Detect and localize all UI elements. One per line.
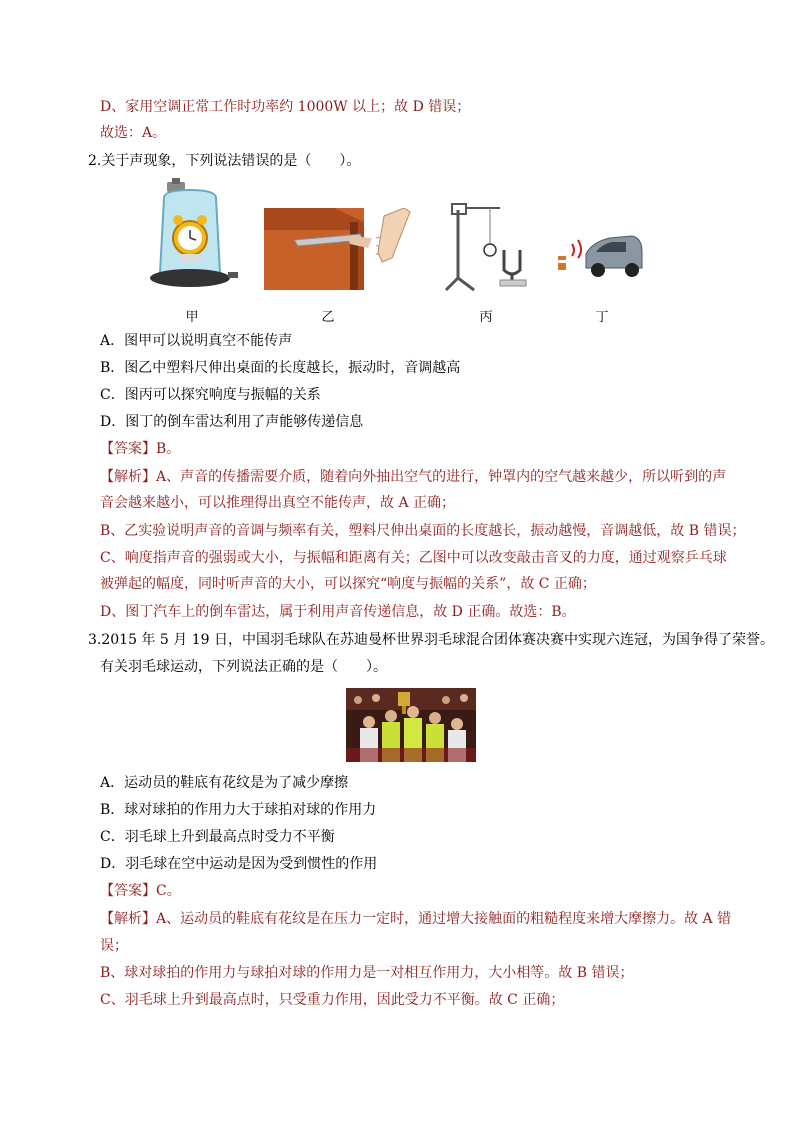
q3-analysis-line-3: B、球对球拍的作用力与球拍对球的作用力是一对相互作用力，大小相等。故 B 错误； — [100, 965, 634, 981]
q3-answer: 【答案】C。 — [100, 883, 181, 899]
q3-stem-line-1: 3.2015 年 5 月 19 日，中国羽毛球队在苏迪曼杯世界羽毛球混合团体赛决赛中实现六连冠，为国争得了荣誉。 — [88, 632, 774, 648]
q3-option-c: C．羽毛球上升到最高点时受力不平衡 — [100, 829, 335, 845]
car-radar-figure — [552, 228, 644, 280]
q3-option-b: B．球对球拍的作用力大于球拍对球的作用力 — [100, 802, 377, 818]
figure-caption-yi: 乙 — [321, 310, 335, 325]
q2-option-a: A．图甲可以说明真空不能传声 — [100, 333, 293, 349]
q3-analysis-line-2: 误； — [100, 938, 128, 954]
badminton-team-photo — [346, 688, 476, 762]
q2-answer: 【答案】B。 — [100, 441, 181, 457]
q2-analysis-line-6: D、图丁汽车上的倒车雷达，属于利用声音传递信息，故 D 正确。故选：B。 — [100, 604, 576, 620]
q2-analysis-line-1: 【解析】A、声音的传播需要介质，随着向外抽出空气的进行，钟罩内的空气越来越少，所以听到的声 — [100, 469, 727, 485]
q2-option-d: D．图丁的倒车雷达利用了声能够传递信息 — [100, 414, 364, 430]
q2-analysis-line-2: 音会越来越小，可以推理得出真空不能传声，故 A 正确； — [100, 495, 456, 511]
q3-analysis-line-4: C、羽毛球上升到最高点时，只受重力作用，因此受力不平衡。故 C 正确； — [100, 992, 565, 1008]
q3-analysis-line-1: 【解析】A、运动员的鞋底有花纹是在压力一定时，通过增大接触面的粗糙程度来增大摩擦力。故 A 错 — [100, 911, 732, 927]
q2-analysis-line-3: B、乙实验说明声音的音调与频率有关，塑料尺伸出桌面的长度越长，振动越慢，音调越低，故 B 错误； — [100, 523, 746, 539]
q2-option-b: B．图乙中塑料尺伸出桌面的长度越长，振动时，音调越高 — [100, 360, 461, 376]
prev-answer-select: 故选：A。 — [100, 125, 167, 141]
q3-option-d: D．羽毛球在空中运动是因为受到惯性的作用 — [100, 856, 378, 872]
ruler-table-figure — [264, 208, 414, 293]
q3-stem-line-2: 有关羽毛球运动，下列说法正确的是（ ）。 — [100, 659, 387, 675]
q2-stem: 2.关于声现象，下列说法错误的是（ ）。 — [88, 153, 361, 169]
figure-caption-bing: 丙 — [479, 310, 493, 325]
q2-option-c: C．图丙可以探究响度与振幅的关系 — [100, 387, 321, 403]
bell-jar-clock-figure — [150, 178, 245, 300]
q3-option-a: A．运动员的鞋底有花纹是为了减少摩擦 — [100, 775, 349, 791]
q2-analysis-line-4: C、响度指声音的强弱或大小，与振幅和距离有关；乙图中可以改变敲击音叉的力度，通过观察乒乓球 — [100, 550, 727, 566]
tuning-fork-figure — [440, 198, 535, 294]
figure-caption-ding: 丁 — [595, 310, 609, 325]
figure-caption-jia: 甲 — [185, 310, 199, 325]
prev-option-d-analysis: D、家用空调正常工作时功率约 1000W 以上；故 D 错误； — [100, 99, 471, 115]
q2-analysis-line-5: 被弹起的幅度，同时听声音的大小，可以探究“响度与振幅的关系”，故 C 正确； — [100, 576, 596, 592]
